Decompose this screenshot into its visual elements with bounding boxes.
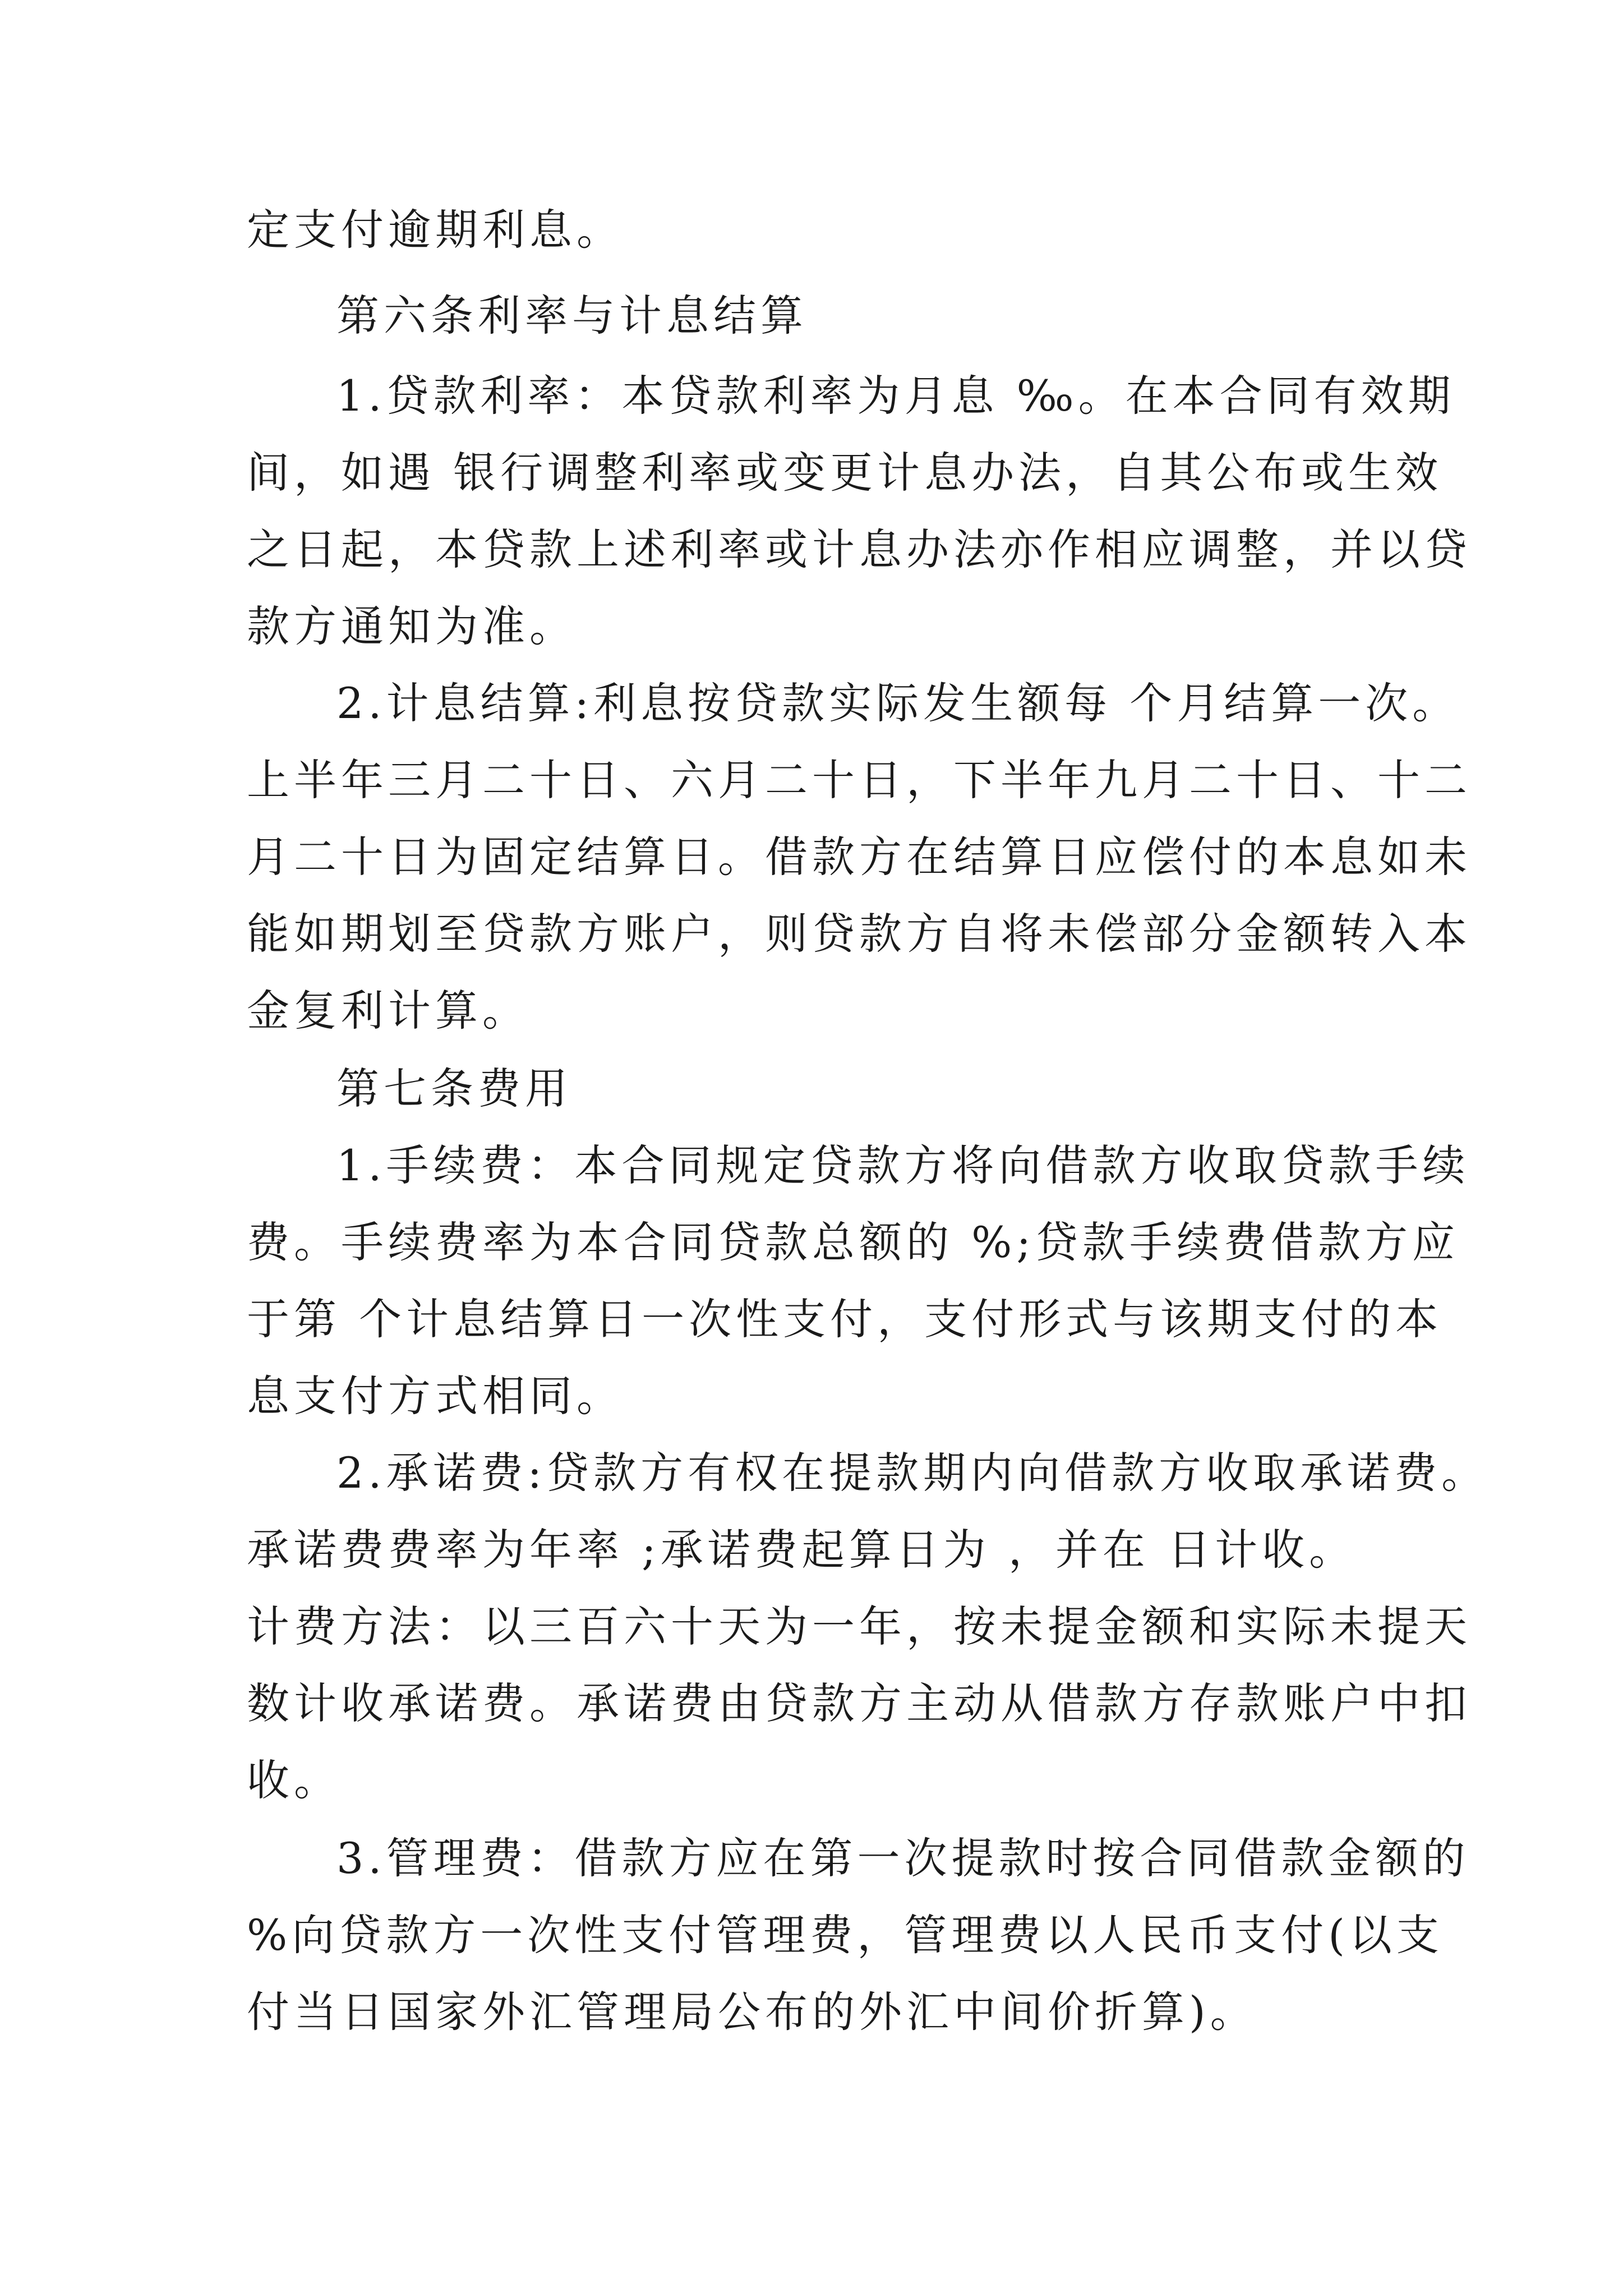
section-heading: 第七条费用 — [336, 1064, 572, 1114]
text-line: 间，如遇 银行调整利率或变更计息办法，自其公布或生效 — [247, 448, 1443, 498]
text-line: 计费方法：以三百六十天为一年，按未提金额和实际未提天 — [247, 1602, 1472, 1651]
text-line: 2.计息结算:利息按贷款实际发生额每 个月结算一次。 — [336, 678, 1460, 728]
text-line: 上半年三月二十日、六月二十日，下半年九月二十日、十二 — [247, 755, 1472, 805]
text-line: 2.承诺费:贷款方有权在提款期内向借款方收取承诺费。 — [336, 1448, 1489, 1498]
text-line: 金复利计算。 — [247, 986, 529, 1036]
text-line: 能如期划至贷款方账户，则贷款方自将未偿部分金额转入本 — [247, 909, 1472, 959]
text-line: 1.手续费：本合同规定贷款方将向借款方收取贷款手续 — [336, 1140, 1470, 1190]
text-line: 定支付逾期利息。 — [247, 205, 624, 255]
section-heading: 第六条利率与计息结算 — [336, 291, 808, 341]
text-line: 于第 个计息结算日一次性支付，支付形式与该期支付的本 — [247, 1294, 1443, 1344]
text-line: 1.贷款利率：本贷款利率为月息 ‰。在本合同有效期 — [336, 371, 1455, 421]
text-line: 息支付方式相同。 — [247, 1371, 624, 1421]
text-line: 收。 — [247, 1755, 341, 1805]
text-line: %向贷款方一次性支付管理费，管理费以人民币支付(以支 — [247, 1910, 1444, 1960]
text-line: 月二十日为固定结算日。借款方在结算日应偿付的本息如未 — [247, 832, 1472, 882]
text-line: 费。手续费率为本合同贷款总额的 %;贷款手续费借款方应 — [247, 1217, 1459, 1267]
text-line: 承诺费费率为年率 ;承诺费起算日为 ，并在 日计收。 — [247, 1525, 1357, 1575]
text-line: 款方通知为准。 — [247, 601, 577, 651]
text-line: 3.管理费：借款方应在第一次提款时按合同借款金额的 — [336, 1833, 1470, 1883]
text-line: 之日起，本贷款上述利率或计息办法亦作相应调整，并以贷 — [247, 524, 1472, 574]
text-line: 数计收承诺费。承诺费由贷款方主动从借款方存款账户中扣 — [247, 1678, 1472, 1728]
text-line: 付当日国家外汇管理局公布的外汇中间价折算)。 — [247, 1987, 1257, 2037]
